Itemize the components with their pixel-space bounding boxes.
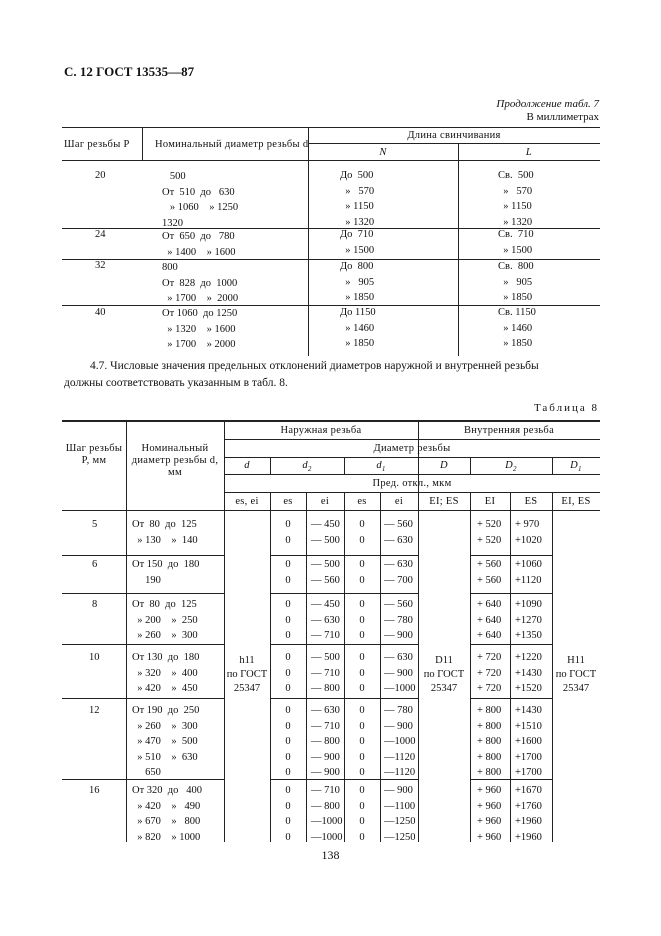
t8-diameter: От 80 до 125 » 200 » 250 » 260 » 300 — [132, 599, 198, 641]
t8-d1-es: 0 0 0 — [359, 652, 365, 694]
t8-d2-ei: — 500 — 710 — 800 — [311, 652, 340, 694]
t7-pitch: 40 — [95, 307, 106, 318]
t8-row-rule — [470, 644, 552, 645]
t8-merged-D: D11 по ГОСТ 25347 — [423, 655, 465, 694]
paragraph-line: должны соответствовать указанным в табл. 8. — [64, 377, 288, 389]
t8-D2-ES: +1060 +1120 — [515, 559, 542, 586]
t8-header-es: es — [357, 496, 367, 507]
t8-header-EI: EI — [484, 496, 496, 507]
t7-diameter: От 650 до 780 » 1400 » 1600 — [162, 231, 236, 258]
t8-d1-es: 0 0 0 0 0 — [359, 705, 365, 778]
t8-header-D2: $D_2$ — [505, 460, 517, 474]
t7-pitch: 20 — [95, 170, 106, 181]
t8-header-EI-ES: EI; ES — [429, 496, 459, 507]
page-header: С. 12 ГОСТ 13535—87 — [64, 64, 195, 79]
t8-merged-d: h11 по ГОСТ 25347 — [226, 655, 268, 694]
t8-diameter: От 80 до 125 » 130 » 140 — [132, 519, 198, 546]
t8-header-d1: $d_1$ — [376, 460, 386, 474]
t8-D2-ES: +1430 +1510 +1600 +1700 +1700 — [515, 705, 542, 778]
t7-col-divider — [308, 127, 309, 356]
t7-n: До 1150 » 1460 » 1850 — [340, 307, 376, 349]
t8-col-divider — [306, 492, 307, 842]
t8-col-divider — [126, 420, 127, 842]
t7-n: До 800 » 905 » 1850 — [340, 261, 375, 303]
t8-D2-ES: +1220 +1430 +1520 — [515, 652, 542, 694]
t8-d2-ei: — 450 — 630 — 710 — [311, 599, 340, 641]
t7-l: Св. 1150 » 1460 » 1850 — [498, 307, 536, 349]
t8-D2-EI: + 520 + 520 — [477, 519, 502, 546]
t8-header-pitch: Шаг резьбы P, мм — [65, 443, 123, 466]
t8-D2-ES: +1670 +1760 +1960 +1960 — [515, 785, 542, 843]
t7-diameter: 500 От 510 до 630 » 1060 » 1250 1320 — [162, 171, 239, 229]
t7-pitch: 32 — [95, 260, 106, 271]
t8-d1-ei: — 630 — 700 — [384, 559, 413, 586]
t8-d1-ei: — 780 — 900 —1000 —1120 —1120 — [384, 705, 416, 778]
t7-l: Св. 500 » 570 » 1150 » 1320 — [498, 170, 534, 228]
t8-D2-EI: + 560 + 560 — [477, 559, 502, 586]
t7-diameter: 800 От 828 до 1000 » 1700 » 2000 — [162, 262, 239, 304]
t8-header-rule — [62, 510, 600, 511]
t8-rule — [224, 439, 600, 440]
t8-d2-es: 0 0 0 0 — [285, 785, 291, 843]
t7-col-divider — [458, 143, 459, 356]
paragraph-line: 4.7. Числовые значения предельных отклонений диаметров наружной и внутренней резьбы — [90, 360, 539, 372]
t8-top-rule — [62, 420, 600, 422]
t8-header-pred: Пред. откл., мкм — [372, 478, 452, 489]
t8-header-diameter: Номинальный диаметр резьбы d, мм — [131, 443, 219, 478]
t7-header-n: N — [379, 147, 387, 158]
table-8-label: Таблица 8 — [533, 402, 599, 414]
t8-header-EI-ES: EI, ES — [561, 496, 591, 507]
t8-header-D: D — [440, 460, 448, 471]
t8-header-inner: Внутренняя резьба — [463, 425, 555, 436]
t7-n: До 710 » 1500 — [340, 229, 375, 256]
t7-col-divider — [142, 127, 143, 160]
t7-header-diameter: Номинальный диаметр резьбы d — [155, 139, 309, 150]
t8-diameter: От 150 до 180 190 — [132, 559, 200, 586]
t8-header-D1: $D_1$ — [570, 460, 582, 474]
paragraph-4-7 — [64, 358, 600, 392]
t8-col-divider — [380, 492, 381, 842]
t7-l: Св. 710 » 1500 — [498, 229, 534, 256]
t8-header-outer: Наружная резьба — [280, 425, 362, 436]
t8-d1-es: 0 0 0 0 — [359, 785, 365, 843]
t8-rule — [224, 492, 600, 493]
t8-header-ei: ei — [394, 496, 404, 507]
t8-D2-ES: + 970 +1020 — [515, 519, 542, 546]
t7-header-pitch: Шаг резьбы P — [64, 139, 130, 150]
t8-d1-ei: — 560 — 780 — 900 — [384, 599, 413, 641]
t8-diameter: От 130 до 180 » 320 » 400 » 420 » 450 — [132, 652, 200, 694]
page-number: 138 — [321, 848, 340, 862]
t8-header-ES: ES — [524, 496, 538, 507]
table-continuation-label: Продолжение табл. 7 — [496, 98, 599, 110]
t8-pitch: 10 — [89, 652, 100, 663]
t8-d1-es: 0 0 — [359, 519, 365, 546]
t7-n: До 500 » 570 » 1150 » 1320 — [340, 170, 375, 228]
t8-D2-EI: + 800 + 800 + 800 + 800 + 800 — [477, 705, 502, 778]
t8-pitch: 5 — [92, 519, 98, 530]
t8-header-diam-group: Диаметр резьбы — [373, 443, 451, 454]
t8-d1-ei: — 630 — 900 —1000 — [384, 652, 416, 694]
t8-d2-es: 0 0 — [285, 559, 291, 586]
t8-pitch: 12 — [89, 705, 100, 716]
t8-merged-D1: H11 по ГОСТ 25347 — [555, 655, 597, 694]
t8-D2-EI: + 960 + 960 + 960 + 960 — [477, 785, 502, 843]
t8-d1-es: 0 0 — [359, 559, 365, 586]
t8-d2-ei: — 450 — 500 — [311, 519, 340, 546]
t7-diameter: От 1060 до 1250 » 1320 » 1600 » 1700 » 2000 — [162, 308, 238, 350]
t7-header-l: L — [525, 147, 533, 158]
t8-pitch: 8 — [92, 599, 98, 610]
t8-header-d2: $d_2$ — [302, 460, 312, 474]
t8-row-rule — [62, 593, 224, 594]
t8-row-rule — [62, 644, 224, 645]
t7-header-length: Длина свинчивания — [407, 130, 501, 141]
t8-d2-es: 0 0 0 — [285, 599, 291, 641]
t8-row-rule — [62, 698, 224, 699]
t8-diameter: От 320 до 400 » 420 » 490 » 670 » 800 » 820 » 1000 — [132, 785, 203, 843]
t8-d2-es: 0 0 0 0 0 — [285, 705, 291, 778]
t8-d2-ei: — 630 — 710 — 800 — 900 — 900 — [311, 705, 340, 778]
t8-header-es: es — [283, 496, 293, 507]
t8-header-d: d — [244, 460, 250, 471]
t8-pitch: 6 — [92, 559, 98, 570]
units-label: В миллиметрах — [526, 111, 599, 123]
t8-d2-es: 0 0 0 — [285, 652, 291, 694]
t8-pitch: 16 — [89, 785, 100, 796]
t7-l: Св. 800 » 905 » 1850 — [498, 261, 534, 303]
t8-header-ei: ei — [320, 496, 330, 507]
t8-d2-ei: — 500 — 560 — [311, 559, 340, 586]
t8-d1-es: 0 0 0 — [359, 599, 365, 641]
t8-d1-ei: — 900 —1100 —1250 —1250 — [384, 785, 416, 843]
t7-pitch: 24 — [95, 229, 106, 240]
t8-D2-EI: + 640 + 640 + 640 — [477, 599, 502, 641]
t8-D2-ES: +1090 +1270 +1350 — [515, 599, 542, 641]
t8-header-es-ei: es, ei — [235, 496, 259, 507]
t8-row-rule — [470, 593, 552, 594]
t8-D2-EI: + 720 + 720 + 720 — [477, 652, 502, 694]
t8-col-divider — [470, 492, 471, 842]
t8-row-rule — [470, 555, 552, 556]
t8-row-rule — [62, 555, 224, 556]
t8-row-rule — [470, 698, 552, 699]
t8-d2-ei: — 710 — 800 —1000 —1000 — [311, 785, 343, 843]
t8-diameter: От 190 до 250 » 260 » 300 » 470 » 500 » 510 » 630 650 — [132, 705, 200, 778]
t8-d1-ei: — 560 — 630 — [384, 519, 413, 546]
t8-col-divider — [510, 492, 511, 842]
t8-d2-es: 0 0 — [285, 519, 291, 546]
